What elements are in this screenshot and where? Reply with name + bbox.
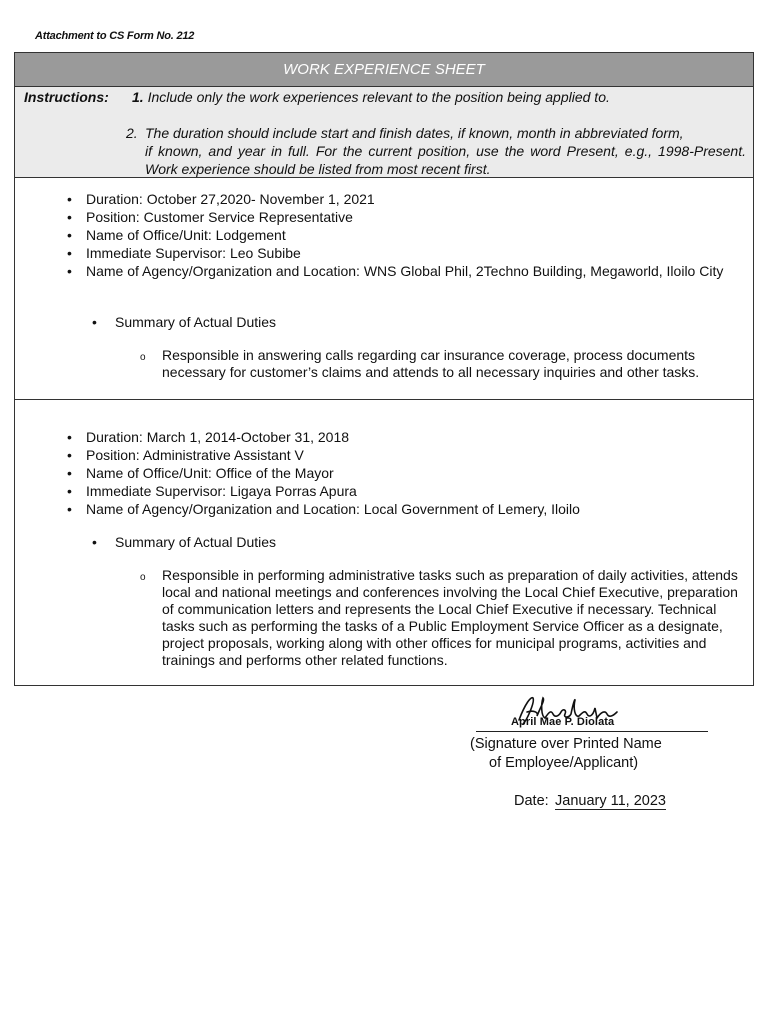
entry-2-duration: • Duration: March 1, 2014-October 31, 2018: [67, 428, 747, 446]
entry-1-agency: • Name of Agency/Organization and Location: WNS Global Phil, 2Techno Building, Megaworld, Iloilo City: [67, 262, 747, 280]
date-value: January 11, 2023: [555, 793, 666, 809]
bullet-icon: •: [92, 314, 97, 330]
instruction-item-2: [126, 124, 746, 178]
instruction-2-continuation: if known, and year in full. For the current position, use the word Present, e.g., 1998-Present. Work experience should be listed from most recent first.: [145, 143, 746, 177]
entry-1-duties: [140, 347, 745, 381]
entry-1-supervisor: • Immediate Supervisor: Leo Subibe: [67, 244, 747, 262]
hollow-bullet-icon: o: [140, 352, 146, 363]
entry-1-duties-text: Responsible in answering calls regarding car insurance coverage, process documents necessary for customer’s claims and attends to all necessary inquiries and other tasks.: [162, 347, 700, 380]
work-entry-1: [15, 178, 753, 400]
instruction-item-1: [132, 89, 610, 105]
entry-1-position: • Position: Customer Service Representative: [67, 208, 747, 226]
signature-caption-line2: of Employee/Applicant): [489, 755, 639, 771]
instruction-1-number: 1.: [132, 89, 144, 105]
entry-2-supervisor: • Immediate Supervisor: Ligaya Porras Apura: [67, 482, 747, 500]
instructions-label: Instructions:: [24, 89, 109, 105]
form-attachment-label: Attachment to CS Form No. 212: [35, 30, 195, 42]
work-experience-sheet: [14, 52, 754, 686]
printed-name: April Mae P. Diolata: [511, 716, 615, 728]
entry-2-duties-text: Responsible in performing administrative tasks such as preparation of daily activities, attends local and national meetings and conferences involving the Local Chief Executive, preparation of communication letters and represents the Local Chief Executive if necessary. Technical tasks such as performing the tasks of a Public Employment Service Officer as a designate, project proposals, working along with other offices for municipal programs, activities and trainings and performs other related functions.: [162, 567, 738, 668]
entry-2-details: [67, 428, 747, 518]
entry-1-duration: • Duration: October 27,2020- November 1, 2021: [67, 190, 747, 208]
sheet-title: WORK EXPERIENCE SHEET: [15, 53, 753, 87]
instruction-2-line1: The duration should include start and finish dates, if known, month in abbreviated form,: [145, 125, 684, 141]
work-entry-2: [15, 400, 753, 685]
entry-1-office: • Name of Office/Unit: Lodgement: [67, 226, 747, 244]
entry-2-position: • Position: Administrative Assistant V: [67, 446, 747, 464]
signature-caption-line1: (Signature over Printed Name: [470, 736, 662, 752]
instructions-block: [15, 87, 753, 178]
entry-2-office: • Name of Office/Unit: Office of the Mayor: [67, 464, 747, 482]
entry-2-summary-label: Summary of Actual Duties: [115, 534, 277, 550]
instruction-1-text: Include only the work experiences relevant to the position being applied to.: [147, 89, 610, 105]
entry-1-summary-label: Summary of Actual Duties: [115, 314, 277, 330]
hollow-bullet-icon: o: [140, 572, 146, 583]
date-label: Date:: [514, 793, 549, 809]
instruction-2-number: 2.: [126, 125, 138, 141]
entry-2-duties: [140, 567, 745, 669]
entry-2-agency: • Name of Agency/Organization and Location: Local Government of Lemery, Iloilo: [67, 500, 747, 518]
signature-line: [476, 731, 708, 732]
bullet-icon: •: [92, 534, 97, 550]
entry-1-details: [67, 190, 747, 280]
